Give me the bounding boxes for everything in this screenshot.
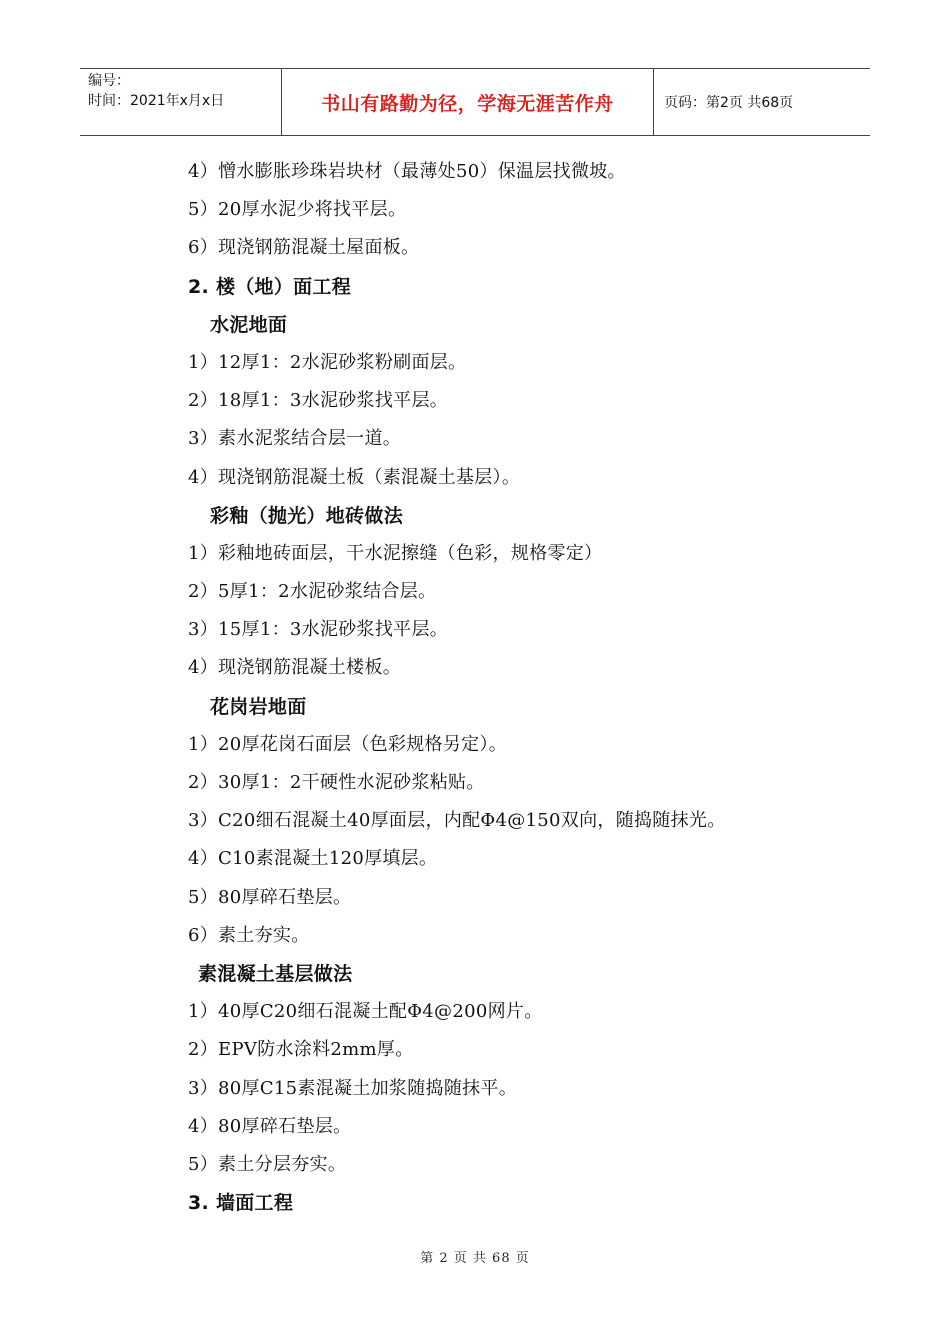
list-item: 6）素土夯实。 xyxy=(188,924,310,946)
list-item: 3）15厚1：3水泥砂浆找平层。 xyxy=(188,619,449,641)
subsection-heading: 水泥地面 xyxy=(210,313,288,336)
list-item: 4）现浇钢筋混凝土板（素混凝土基层）。 xyxy=(188,466,521,488)
section-heading: 2. 楼（地）面工程 xyxy=(188,275,352,298)
subsection-heading: 素混凝土基层做法 xyxy=(198,962,353,985)
list-item: 1）40厚C20细石混凝土配Φ4@200网片。 xyxy=(188,1001,543,1023)
header-meta-cell xyxy=(80,69,282,135)
list-item: 1）彩釉地砖面层，干水泥擦缝（色彩，规格零定） xyxy=(188,542,603,564)
list-item: 5）素土分层夯实。 xyxy=(188,1153,347,1175)
section-heading: 3. 墙面工程 xyxy=(188,1192,294,1215)
subsection-heading: 花岗岩地面 xyxy=(210,695,307,718)
list-item: 1）12厚1：2水泥砂浆粉刷面层。 xyxy=(188,351,467,373)
list-item: 6）现浇钢筋混凝土屋面板。 xyxy=(188,237,420,259)
document-header xyxy=(80,68,870,136)
header-page-cell xyxy=(654,69,870,135)
list-item: 2）30厚1：2干硬性水泥砂浆粘贴。 xyxy=(188,772,485,793)
list-item: 4）憎水膨胀珍珠岩块材（最薄处50）保温层找微坡。 xyxy=(188,161,626,182)
time-label: 时间：2021年x月x日 xyxy=(88,93,225,109)
list-item: 2）EPV防水涂料2mm厚。 xyxy=(188,1039,414,1061)
list-item: 2）18厚1：3水泥砂浆找平层。 xyxy=(188,390,449,412)
number-label: 编号： xyxy=(88,73,130,89)
list-item: 3）素水泥浆结合层一道。 xyxy=(188,428,402,450)
subsection-heading: 彩釉（抛光）地砖做法 xyxy=(210,504,404,527)
page-footer: 第 2 页 共 68 页 xyxy=(420,1251,530,1266)
page-info: 页码：第2页 共68页 xyxy=(664,95,794,111)
list-item: 3）80厚C15素混凝土加浆随捣随抹平。 xyxy=(188,1077,518,1099)
list-item: 4）现浇钢筋混凝土楼板。 xyxy=(188,657,402,679)
list-item: 4）C10素混凝土120厚填层。 xyxy=(188,848,438,870)
list-item: 1）20厚花岗石面层（色彩规格另定）。 xyxy=(188,733,508,755)
motto-text: 书山有路勤为径，学海无涯苦作舟 xyxy=(321,92,614,115)
list-item: 4）80厚碎石垫层。 xyxy=(188,1115,352,1137)
list-item: 5）20厚水泥少将找平层。 xyxy=(188,199,407,221)
list-item: 2）5厚1：2水泥砂浆结合层。 xyxy=(188,581,437,603)
list-item: 5）80厚碎石垫层。 xyxy=(188,886,352,908)
document-body xyxy=(188,153,868,1222)
list-item: 3）C20细石混凝土40厚面层，内配Φ4@150双向，随捣随抹光。 xyxy=(188,810,726,832)
header-motto-cell xyxy=(282,69,654,135)
